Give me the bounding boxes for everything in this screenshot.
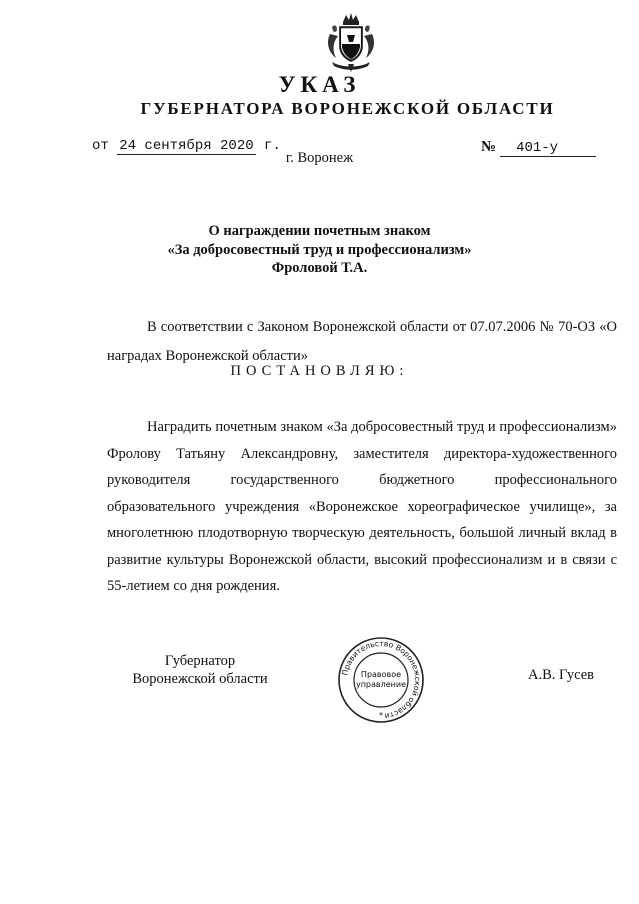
position-line-2: Воронежской области <box>132 671 268 687</box>
stamp-ring-text: Правительство Воронежской области <box>340 638 423 721</box>
signatory-position <box>110 652 290 688</box>
date-value: 24 сентября 2020 <box>119 138 254 154</box>
signatory-name: А.В. Гусев <box>528 667 594 683</box>
main-paragraph: Наградить почетным знаком «За добросовестный труд и профессионализм» Фролову Татьяну Александровну, заместителя директора-художественного руководителя государственного бюджетного профессионального образовательного учреждения «Воронежское хореографическое училище», за многолетнюю плодотворную творческую деятельность, большой личный вклад в развитие культуры Воронежской области, высокий профессионализм и в связи с 55-летием со дня рождения. <box>107 419 617 594</box>
subject-line-1: О награждении почетным знаком <box>208 223 431 239</box>
preamble-paragraph: В соответствии с Законом Воронежской области от 07.07.2006 № 70-ОЗ «О наградах Воронежской области» <box>107 319 617 364</box>
stamp-star: * <box>379 711 383 720</box>
document-title: УКАЗ <box>278 72 361 97</box>
subject-line-2: «За добросовестный труд и профессионализм» <box>167 241 472 258</box>
position-line-1: Губернатор <box>164 653 236 669</box>
number-label: № <box>481 139 497 155</box>
voronezh-coat-of-arms-icon <box>322 12 380 74</box>
subject-heading <box>0 222 639 278</box>
city: г. Воронеж <box>285 150 354 166</box>
date-suffix: г. <box>264 138 281 154</box>
stamp-center-line-2: управление <box>355 680 407 689</box>
official-stamp <box>337 636 425 724</box>
date-prefix: от <box>92 138 109 154</box>
document-subtitle: ГУБЕРНАТОРА ВОРОНЕЖСКОЙ ОБЛАСТИ <box>140 99 555 118</box>
number-value: 401-у <box>500 140 596 157</box>
subject-line-3: Фроловой Т.А. <box>271 260 368 276</box>
stamp-center-line-1: Правовое <box>360 670 402 679</box>
decree-word: ПОСТАНОВЛЯЮ: <box>230 363 409 379</box>
